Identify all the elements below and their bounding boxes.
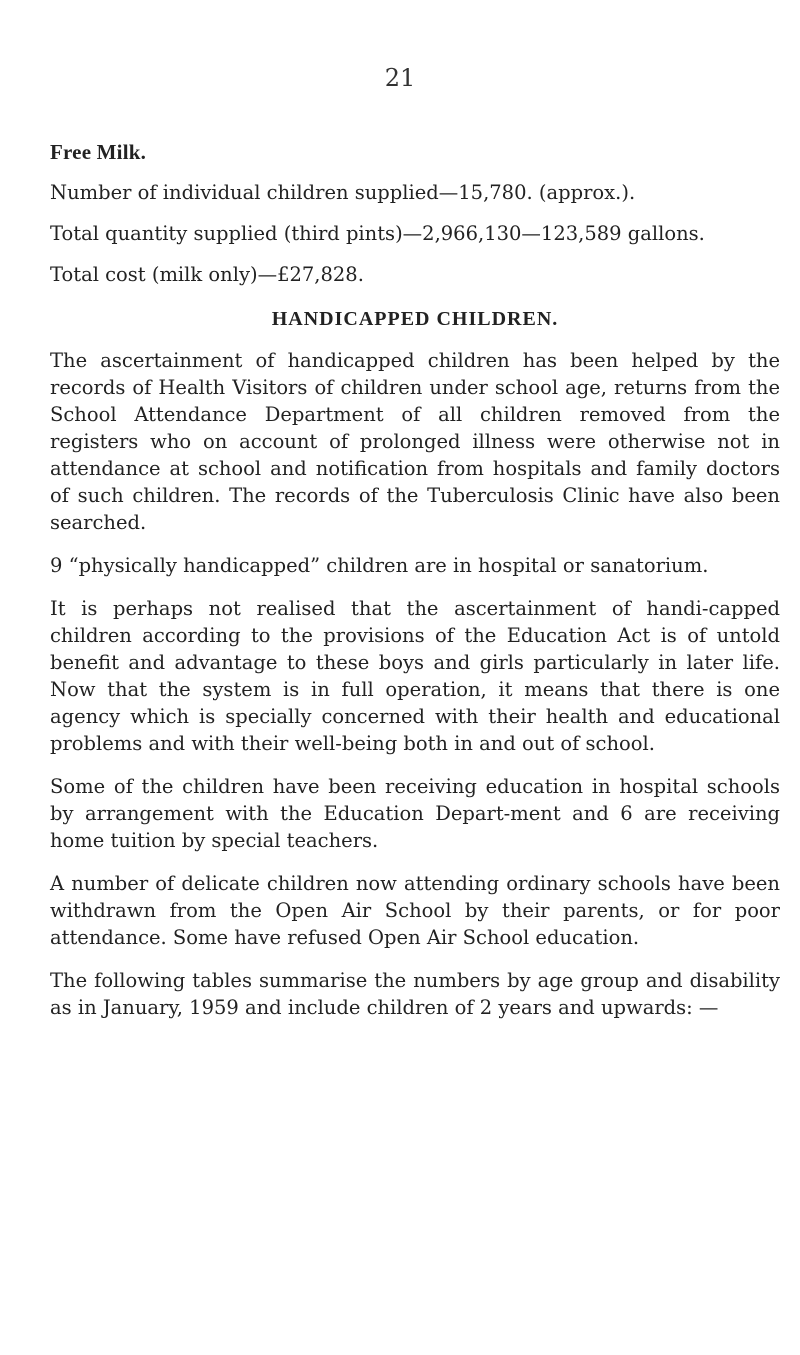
milk-total-quantity: Total quantity supplied (third pints)—2,966,130—123,589 gallons. (50, 222, 705, 245)
milk-children-supplied: Number of individual children supplied—15,780. (approx.). (50, 181, 636, 204)
paragraph-hospital-schools: Some of the children have been receiving education in hospital schools by arrangement with the Education Depart-ment and 6 are receiving home tuition by special teachers. (50, 775, 780, 852)
page-number: 21 (384, 64, 416, 92)
paragraph-delicate-children: A number of delicate children now attending ordinary schools have been withdrawn from the Open Air School by their parents, or for poor attendance. Some have refused Open Air School education. (50, 872, 780, 949)
paragraph-ascertainment: The ascertainment of handicapped children has been helped by the records of Health Visitors of children under school age, returns from the School Attendance Department of all children removed from the registers who on account of prolonged illness were otherwise not in attendance at school and notification from hospitals and family doctors of such children. The records of the Tuberculosis Clinic have also been searched. (50, 349, 780, 534)
handicapped-children-heading: HANDICAPPED CHILDREN. (271, 308, 559, 330)
free-milk-title: Free Milk. (50, 140, 147, 164)
paragraph-benefit: It is perhaps not realised that the ascertainment of handi-capped children according to the provisions of the Education Act is of untold benefit and advantage to these boys and girls particularly in later life. Now that the system is in full operation, it means that there is one agency which is specially concerned with their health and educational problems and with their well-being both in and out of school. (50, 597, 780, 755)
handicapped-section (50, 347, 780, 1021)
paragraph-hospital-count: 9 “physically handicapped” children are in hospital or sanatorium. (50, 554, 709, 577)
paragraph-tables-intro: The following tables summarise the numbers by age group and disability as in January, 1959 and include children of 2 years and upwards: — (50, 969, 780, 1019)
milk-total-cost: Total cost (milk only)—£27,828. (50, 263, 364, 286)
free-milk-section (50, 179, 780, 288)
page-content (50, 140, 780, 1037)
